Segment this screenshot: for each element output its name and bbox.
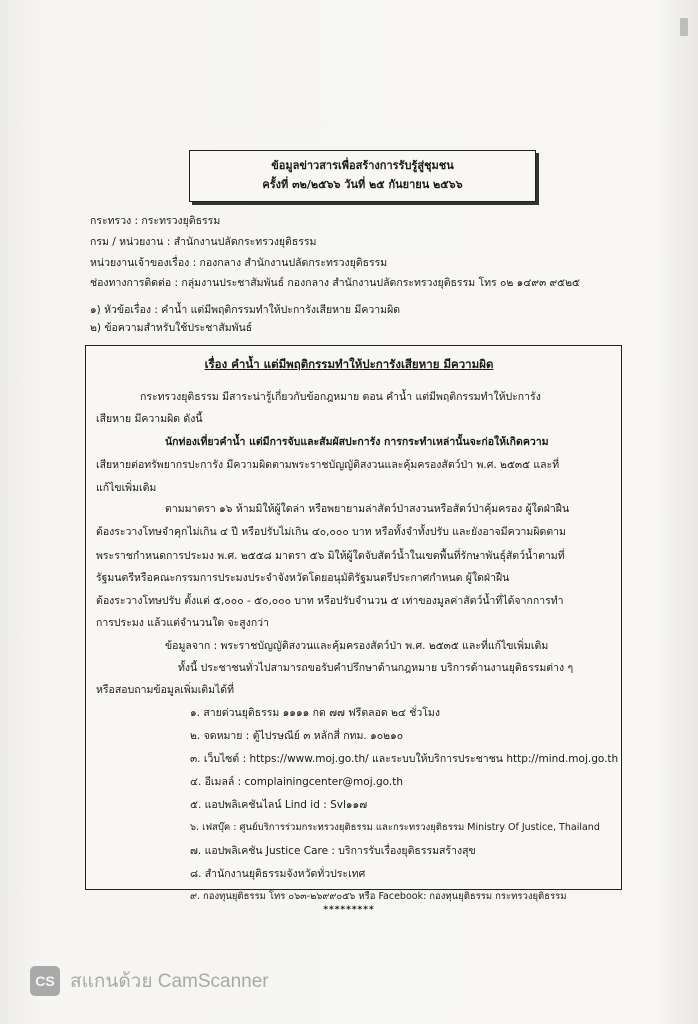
contact-item: ๑. สายด่วนยุติธรรม ๑๑๑๑ กด ๗๗ ฟรีตลอด ๒๔ ชั่วโมง [190,707,440,719]
issue-line: ครั้งที่ ๓๒/๒๕๖๖ วันที่ ๒๕ กันยายน ๒๕๖๖ [262,178,463,191]
meta-owner: หน่วยงานเจ้าของเรื่อง : กองกลาง สำนักงานปลัดกระทรวงยุติธรรม [90,257,388,269]
body-line: ทั้งนี้ ประชาชนทั่วไปสามารถขอรับคำปรึกษาด้านกฎหมาย บริการด้านงานยุติธรรมต่าง ๆ [178,662,574,674]
contact-item: ๙. กองทุนยุติธรรม โทร ๐๖๓-๒๖๙๙๐๕๖ หรือ Facebook: กองทุนยุติธรรม กระทรวงยุติธรรม [190,891,567,902]
end-stars: ********* [323,905,375,915]
body-line: ตามมาตรา ๑๖ ห้ามมิให้ผู้ใดล่า หรือพยายามล่าสัตว์ป่าสงวนหรือสัตว์ป่าคุ้มครอง ผู้ใดฝ่าฝืน [165,503,570,515]
title-box [189,150,536,202]
camscanner-logo-icon: CS [30,966,60,996]
body-line: เสียหาย มีความผิด ดังนี้ [96,413,203,425]
body-line: เสียหายต่อทรัพยากรปะการัง มีความผิดตามพระราชบัญญัติสงวนและคุ้มครองสัตว์ป่า พ.ศ. ๒๕๓๕ และที่ [96,459,560,471]
content-headline: เรื่อง คำน้ำ แต่มีพฤติกรรมทำให้ปะการังเสียหาย มีความผิด [204,357,494,371]
document-title: ข้อมูลข่าวสารเพื่อสร้างการรับรู้สู่ชุมชน [271,159,454,172]
body-line: ข้อมูลจาก : พระราชบัญญัติสงวนและคุ้มครองสัตว์ป่า พ.ศ. ๒๕๓๕ และที่แก้ไขเพิ่มเติม [165,640,549,652]
body-line: กระทรวงยุติธรรม มีสาระน่ารู้เกี่ยวกับข้อกฎหมาย ตอน คำน้ำ แต่มีพฤติกรรมทำให้ปะการัง [140,391,541,403]
body-line: นักท่องเที่ยวคำน้ำ แต่มีการจับและสัมผัสปะการัง การกระทำเหล่านั้นจะก่อให้เกิดความ [165,436,549,448]
camscanner-watermark [30,966,269,996]
contact-item: ๘. สำนักงานยุติธรรมจังหวัดทั่วประเทศ [190,868,366,880]
contact-item: ๖. เฟสบุ๊ค : ศูนย์บริการร่วมกระทรวงยุติธรรม และกระทรวงยุติธรรม Ministry Of Justice, Thailand [190,822,600,833]
corner-mark [680,18,688,36]
meta-department: กรม / หน่วยงาน : สำนักงานปลัดกระทรวงยุติธรรม [90,236,317,248]
meta-contact: ช่องทางการติดต่อ : กลุ่มงานประชาสัมพันธ์ กองกลาง สำนักงานปลัดกระทรวงยุติธรรม โทร ๐๒ ๑๔๙๓ ๙๕๒๕ [90,277,580,289]
camscanner-text: สแกนด้วย CamScanner [70,971,269,992]
contact-item: ๒. จดหมาย : ตู้ไปรษณีย์ ๓ หลักสี่ กทม. ๑๐๒๑๐ [190,730,404,742]
contact-item: ๓. เว็บไซต์ : https://www.moj.go.th/ และระบบให้บริการประชาชน http://mind.moj.go.th [190,753,619,765]
contact-item: ๔. อีเมลล์ : complainingcenter@moj.go.th [190,776,403,788]
body-line: การประมง แล้วแต่จำนวนใด จะสูงกว่า [96,617,269,629]
meta-ministry: กระทรวง : กระทรวงยุติธรรม [90,215,221,227]
body-line: ต้องระวางโทษจำคุกไม่เกิน ๔ ปี หรือปรับไม่เกิน ๔๐,๐๐๐ บาท หรือทั้งจำทั้งปรับ และยังอาจมีความผิดตาม [96,526,566,538]
meta-subject: ๑) หัวข้อเรื่อง : คำน้ำ แต่มีพฤติกรรมทำให้ปะการังเสียหาย มีความผิด [90,304,401,316]
contact-item: ๕. แอปพลิเคชันไลน์ Lind id : Svl๑๑๗ [190,799,368,811]
body-line: พระราชกำหนดการประมง พ.ศ. ๒๕๕๘ มาตรา ๕๖ มิให้ผู้ใดจับสัตว์น้ำในเขตพื้นที่รักษาพันธุ์สัตว์น้ำตามที่ [96,550,565,562]
body-line: แก้ไขเพิ่มเติม [96,482,157,494]
contact-item: ๗. แอปพลิเคชัน Justice Care : บริการรับเรื่องยุติธรรมสร้างสุข [190,845,476,857]
body-line: รัฐมนตรีหรือคณะกรรมการประมงประจำจังหวัดโดยอนุมัติรัฐมนตรีประกาศกำหนด ผู้ใดฝ่าฝืน [96,572,510,584]
body-line: ต้องระวางโทษปรับ ตั้งแต่ ๕,๐๐๐ - ๕๐,๐๐๐ บาท หรือปรับจำนวน ๕ เท่าของมูลค่าสัตว์น้ำที่ได้จากการทำ [96,595,564,607]
meta-message: ๒) ข้อความสำหรับใช้ประชาสัมพันธ์ [90,322,253,334]
body-line: หรือสอบถามข้อมูลเพิ่มเติมได้ที่ [96,684,235,696]
